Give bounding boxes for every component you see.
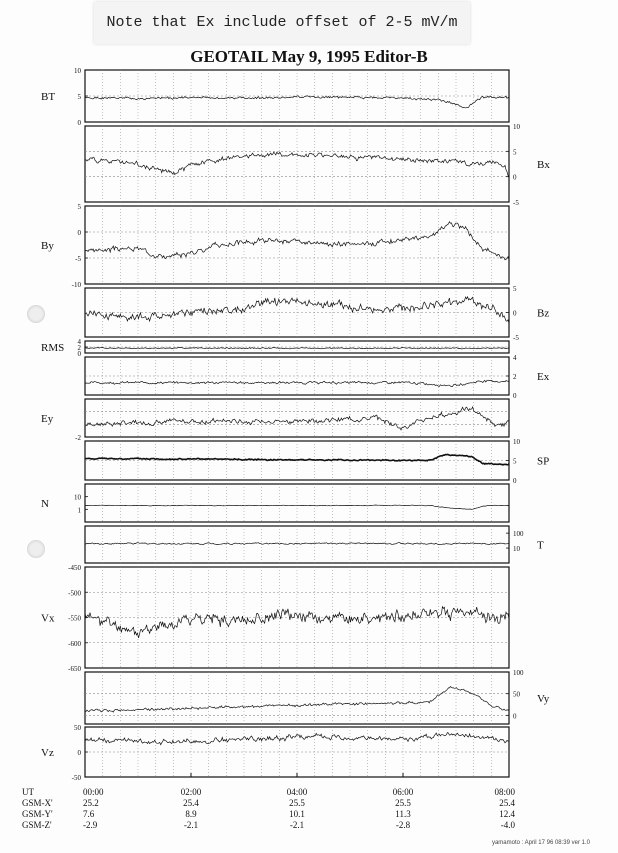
panel-vz (41, 724, 509, 782)
y-tick-label: 2 (513, 373, 517, 381)
y-tick-label: 0 (77, 229, 81, 237)
y-tick-label: 50 (74, 724, 81, 732)
orbit-row-label: GSM-Y' (22, 809, 53, 819)
y-tick-label: 4 (513, 354, 517, 362)
orbit-value: 25.5 (395, 798, 411, 808)
y-tick-label: -450 (68, 564, 81, 572)
y-tick-label: 0 (513, 309, 517, 318)
orbit-value: 11.3 (395, 809, 411, 819)
panel-label-rms: RMS (41, 342, 65, 354)
orbit-value: 25.4 (183, 798, 199, 808)
y-tick-label: 1 (77, 506, 81, 515)
panel-frame (85, 126, 509, 202)
y-tick-label: 10 (513, 545, 520, 554)
y-tick-label: -650 (68, 665, 81, 673)
series-line-rms (85, 348, 509, 350)
panel-bt (41, 67, 509, 127)
y-tick-label: 10 (74, 493, 81, 502)
panel-label-vz: Vz (41, 747, 54, 759)
orbit-value: 7.6 (83, 809, 95, 819)
orbit-row-label: GSM-Z' (22, 820, 52, 830)
y-tick-label: 0 (513, 712, 517, 721)
y-tick-label: 5 (513, 148, 517, 157)
orbit-value: -2.8 (395, 820, 411, 830)
y-tick-label: 2 (77, 344, 81, 352)
panel-label-vx: Vx (41, 612, 55, 625)
panel-vy (85, 669, 550, 724)
panel-label-ex: Ex (537, 371, 550, 383)
y-tick-label: 0 (77, 350, 81, 358)
y-tick-label: -500 (68, 589, 81, 598)
orbit-value: -2.9 (83, 820, 98, 830)
panel-label-n: N (41, 498, 49, 510)
orbit-value: 04:00 (286, 787, 308, 797)
y-tick-label: 100 (513, 530, 524, 539)
y-tick-label: -10 (71, 281, 81, 289)
orbit-value: 02:00 (180, 787, 202, 797)
orbit-value: 08:00 (494, 787, 515, 797)
y-tick-label: 10 (513, 123, 520, 131)
orbit-row-label: UT (22, 787, 34, 797)
y-tick-label: 10 (74, 67, 81, 75)
panel-vx (41, 564, 509, 673)
orbit-value: -2.1 (289, 820, 305, 830)
panel-ey (41, 399, 509, 442)
y-tick-label: -50 (71, 774, 81, 782)
series-line-bx (85, 152, 509, 178)
panel-label-bx: Bx (537, 159, 550, 171)
panel-ex (85, 354, 550, 400)
panel-n (41, 484, 509, 522)
y-tick-label: 50 (513, 690, 520, 699)
y-tick-label: 4 (77, 338, 81, 346)
panel-t (85, 526, 544, 563)
orbit-value: 25.5 (289, 798, 305, 808)
y-tick-label: 0 (77, 119, 81, 127)
orbit-value: 25.4 (499, 798, 515, 808)
panel-by (41, 203, 509, 289)
y-tick-label: 10 (513, 438, 520, 446)
y-tick-label: 100 (513, 669, 524, 677)
y-tick-label: -2 (75, 434, 81, 442)
orbit-value: -4.0 (500, 820, 515, 830)
panel-frame (85, 672, 509, 724)
y-tick-label: 5 (77, 93, 81, 101)
y-tick-label: 0 (513, 392, 517, 400)
plot-footer: yamamoto : April 17 96 08:39 ver 1.0 (491, 840, 590, 846)
y-tick-label: -600 (68, 639, 81, 648)
panel-label-by: By (41, 240, 54, 252)
y-tick-label: -550 (68, 614, 81, 623)
orbit-value: 00:00 (83, 787, 104, 797)
orbit-value: 25.2 (83, 798, 99, 808)
chart-title: GEOTAIL May 9, 1995 Editor-B (190, 47, 428, 66)
orbit-value: 06:00 (392, 787, 414, 797)
y-tick-label: -5 (513, 334, 519, 342)
panel-bx (85, 123, 550, 207)
y-tick-label: 5 (513, 457, 517, 466)
orbit-value: 10.1 (289, 809, 305, 819)
y-tick-label: 5 (513, 285, 517, 293)
orbit-value: 8.9 (185, 809, 197, 819)
panel-label-vy: Vy (537, 693, 550, 705)
y-tick-label: -5 (513, 199, 519, 207)
orbit-row-label: GSM-X' (22, 798, 53, 808)
orbit-value: 12.4 (499, 809, 515, 819)
y-tick-label: -5 (75, 255, 81, 263)
panel-label-t: T (537, 539, 544, 552)
panel-bz (85, 285, 549, 342)
panel-sp (85, 438, 549, 485)
panel-label-bz: Bz (537, 307, 550, 320)
panel-rms (41, 338, 509, 358)
panel-label-sp: SP (537, 455, 550, 468)
y-tick-label: 0 (77, 749, 81, 757)
y-tick-label: 5 (77, 203, 81, 211)
orbit-value: -2.1 (183, 820, 199, 830)
panel-label-ey: Ey (41, 413, 54, 425)
offset-note: Note that Ex include offset of 2-5 mV/m (94, 2, 470, 44)
y-tick-label: 0 (513, 477, 517, 485)
panel-label-bt: BT (41, 91, 56, 103)
y-tick-label: 0 (513, 173, 517, 182)
